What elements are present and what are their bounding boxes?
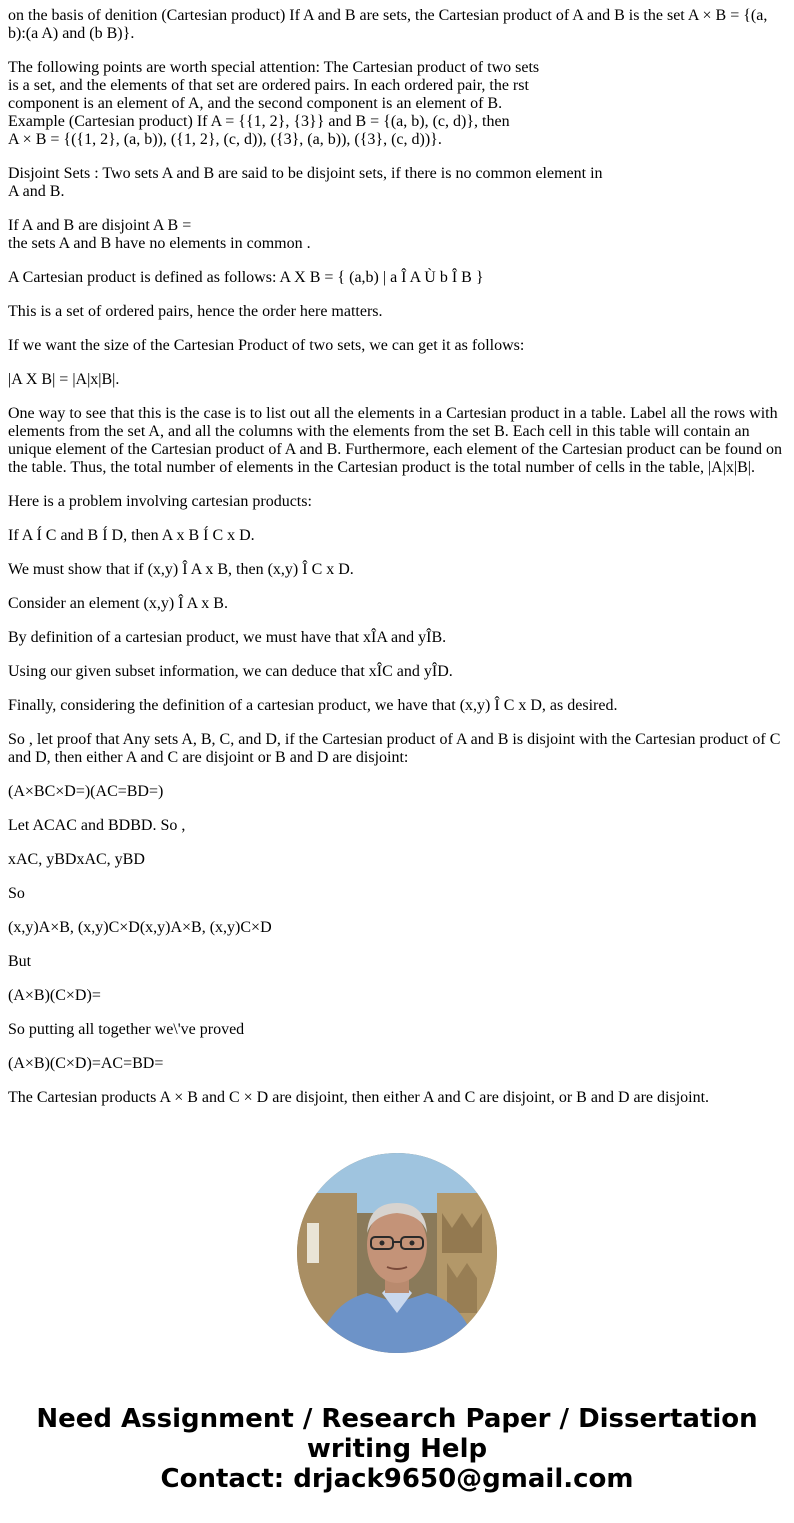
text-line: A × B = {({1, 2}, (a, b)), ({1, 2}, (c, d)), ({3}, (a, b)), ({3}, (c, d))}. bbox=[8, 131, 442, 148]
text-line: and D, then either A and C are disjoint or B and D are disjoint: bbox=[8, 749, 409, 766]
paragraph bbox=[8, 1055, 786, 1073]
text-line: If A Í C and B Í D, then A x B Í C x D. bbox=[8, 527, 255, 544]
text-line: The following points are worth special attention: The Cartesian product of two sets bbox=[8, 59, 540, 76]
text-line: (A×B)(C×D)=AC=BD= bbox=[8, 1055, 164, 1072]
paragraph bbox=[8, 165, 786, 201]
author-avatar bbox=[297, 1153, 497, 1353]
text-line: A Cartesian product is defined as follows: A X B = { (a,b) | a Î A Ù b Î B } bbox=[8, 269, 484, 286]
text-line: xAC, yBDxAC, yBD bbox=[8, 851, 145, 868]
text-line: A and B. bbox=[8, 183, 65, 200]
text-line: is a set, and the elements of that set are ordered pairs. In each ordered pair, the rst bbox=[8, 77, 529, 94]
text-line: By definition of a cartesian product, we must have that xÎA and yÎB. bbox=[8, 629, 447, 646]
text-line: So putting all together we\'ve proved bbox=[8, 1021, 245, 1038]
text-line: Disjoint Sets : Two sets A and B are said to be disjoint sets, if there is no common element in bbox=[8, 165, 603, 182]
paragraph bbox=[8, 493, 786, 511]
text-line: So bbox=[8, 885, 25, 902]
paragraph bbox=[8, 629, 786, 647]
text-line: component is an element of A, and the second component is an element of B. bbox=[8, 95, 503, 112]
text-line: Consider an element (x,y) Î A x B. bbox=[8, 595, 228, 612]
text-line: (x,y)A×B, (x,y)C×D(x,y)A×B, (x,y)C×D bbox=[8, 919, 272, 936]
text-line: (A×B)(C×D)= bbox=[8, 987, 101, 1004]
text-line: |A X B| = |A|x|B|. bbox=[8, 371, 120, 388]
text-line: on the basis of denition (Cartesian product) If A and B are sets, the Cartesian product of A and B is the set A × B = {(a, bbox=[8, 7, 768, 24]
promo-line-2: writing Help bbox=[306, 1434, 488, 1464]
paragraph bbox=[8, 595, 786, 613]
paragraph bbox=[8, 851, 786, 869]
promo-banner bbox=[0, 1404, 794, 1494]
text-line: The Cartesian products A × B and C × D are disjoint, then either A and C are disjoint, or B and D are disjoint. bbox=[8, 1089, 710, 1106]
text-line: Example (Cartesian product) If A = {{1, 2}, {3}} and B = {(a, b), (c, d)}, then bbox=[8, 113, 510, 130]
paragraph bbox=[8, 59, 786, 149]
text-line: We must show that if (x,y) Î A x B, then (x,y) Î C x D. bbox=[8, 561, 354, 578]
paragraph bbox=[8, 783, 786, 801]
paragraph bbox=[8, 7, 786, 43]
paragraph bbox=[8, 953, 786, 971]
text-line: b):(a A) and (b B)}. bbox=[8, 25, 135, 42]
paragraph bbox=[8, 919, 786, 937]
text-line: (A×BC×D=)(AC=BD=) bbox=[8, 783, 164, 800]
text-line: But bbox=[8, 953, 32, 970]
text-line: If A and B are disjoint A B = bbox=[8, 217, 192, 234]
author-photo bbox=[297, 1153, 497, 1353]
paragraph bbox=[8, 987, 786, 1005]
promo-contact: Contact: drjack9650@gmail.com bbox=[160, 1464, 634, 1494]
paragraph bbox=[8, 303, 786, 321]
text-line: This is a set of ordered pairs, hence the order here matters. bbox=[8, 303, 383, 320]
paragraph bbox=[8, 269, 786, 287]
paragraph bbox=[8, 527, 786, 545]
promo-line-1: Need Assignment / Research Paper / Dissertation bbox=[36, 1404, 758, 1434]
paragraph bbox=[8, 817, 786, 835]
text-line: unique element of the Cartesian product of A and B. Furthermore, each element of the Cartesian product can be found on bbox=[8, 441, 782, 458]
text-line: the sets A and B have no elements in common . bbox=[8, 235, 311, 252]
text-line: So , let proof that Any sets A, B, C, and D, if the Cartesian product of A and B is disjoint with the Cartesian product of C bbox=[8, 731, 781, 748]
paragraph bbox=[8, 561, 786, 579]
paragraph bbox=[8, 885, 786, 903]
paragraph bbox=[8, 663, 786, 681]
paragraph bbox=[8, 371, 786, 389]
document-body bbox=[8, 7, 786, 1123]
paragraph bbox=[8, 217, 786, 253]
text-line: the table. Thus, the total number of elements in the Cartesian product is the total number of cells in the table, |A|x|B|. bbox=[8, 459, 755, 476]
paragraph bbox=[8, 731, 786, 767]
paragraph bbox=[8, 405, 786, 477]
text-line: Finally, considering the definition of a cartesian product, we have that (x,y) Î C x D, as desired. bbox=[8, 697, 618, 714]
text-line: If we want the size of the Cartesian Product of two sets, we can get it as follows: bbox=[8, 337, 525, 354]
text-line: Let ACAC and BDBD. So , bbox=[8, 817, 186, 834]
paragraph bbox=[8, 697, 786, 715]
paragraph bbox=[8, 1021, 786, 1039]
text-line: Using our given subset information, we can deduce that xÎC and yÎD. bbox=[8, 663, 453, 680]
text-line: One way to see that this is the case is to list out all the elements in a Cartesian product in a table. Label all the rows with bbox=[8, 405, 778, 422]
paragraph bbox=[8, 337, 786, 355]
paragraph bbox=[8, 1089, 786, 1107]
text-line: Here is a problem involving cartesian products: bbox=[8, 493, 312, 510]
text-line: elements from the set A, and all the columns with the elements from the set B. Each cell in this table will contain an bbox=[8, 423, 750, 440]
